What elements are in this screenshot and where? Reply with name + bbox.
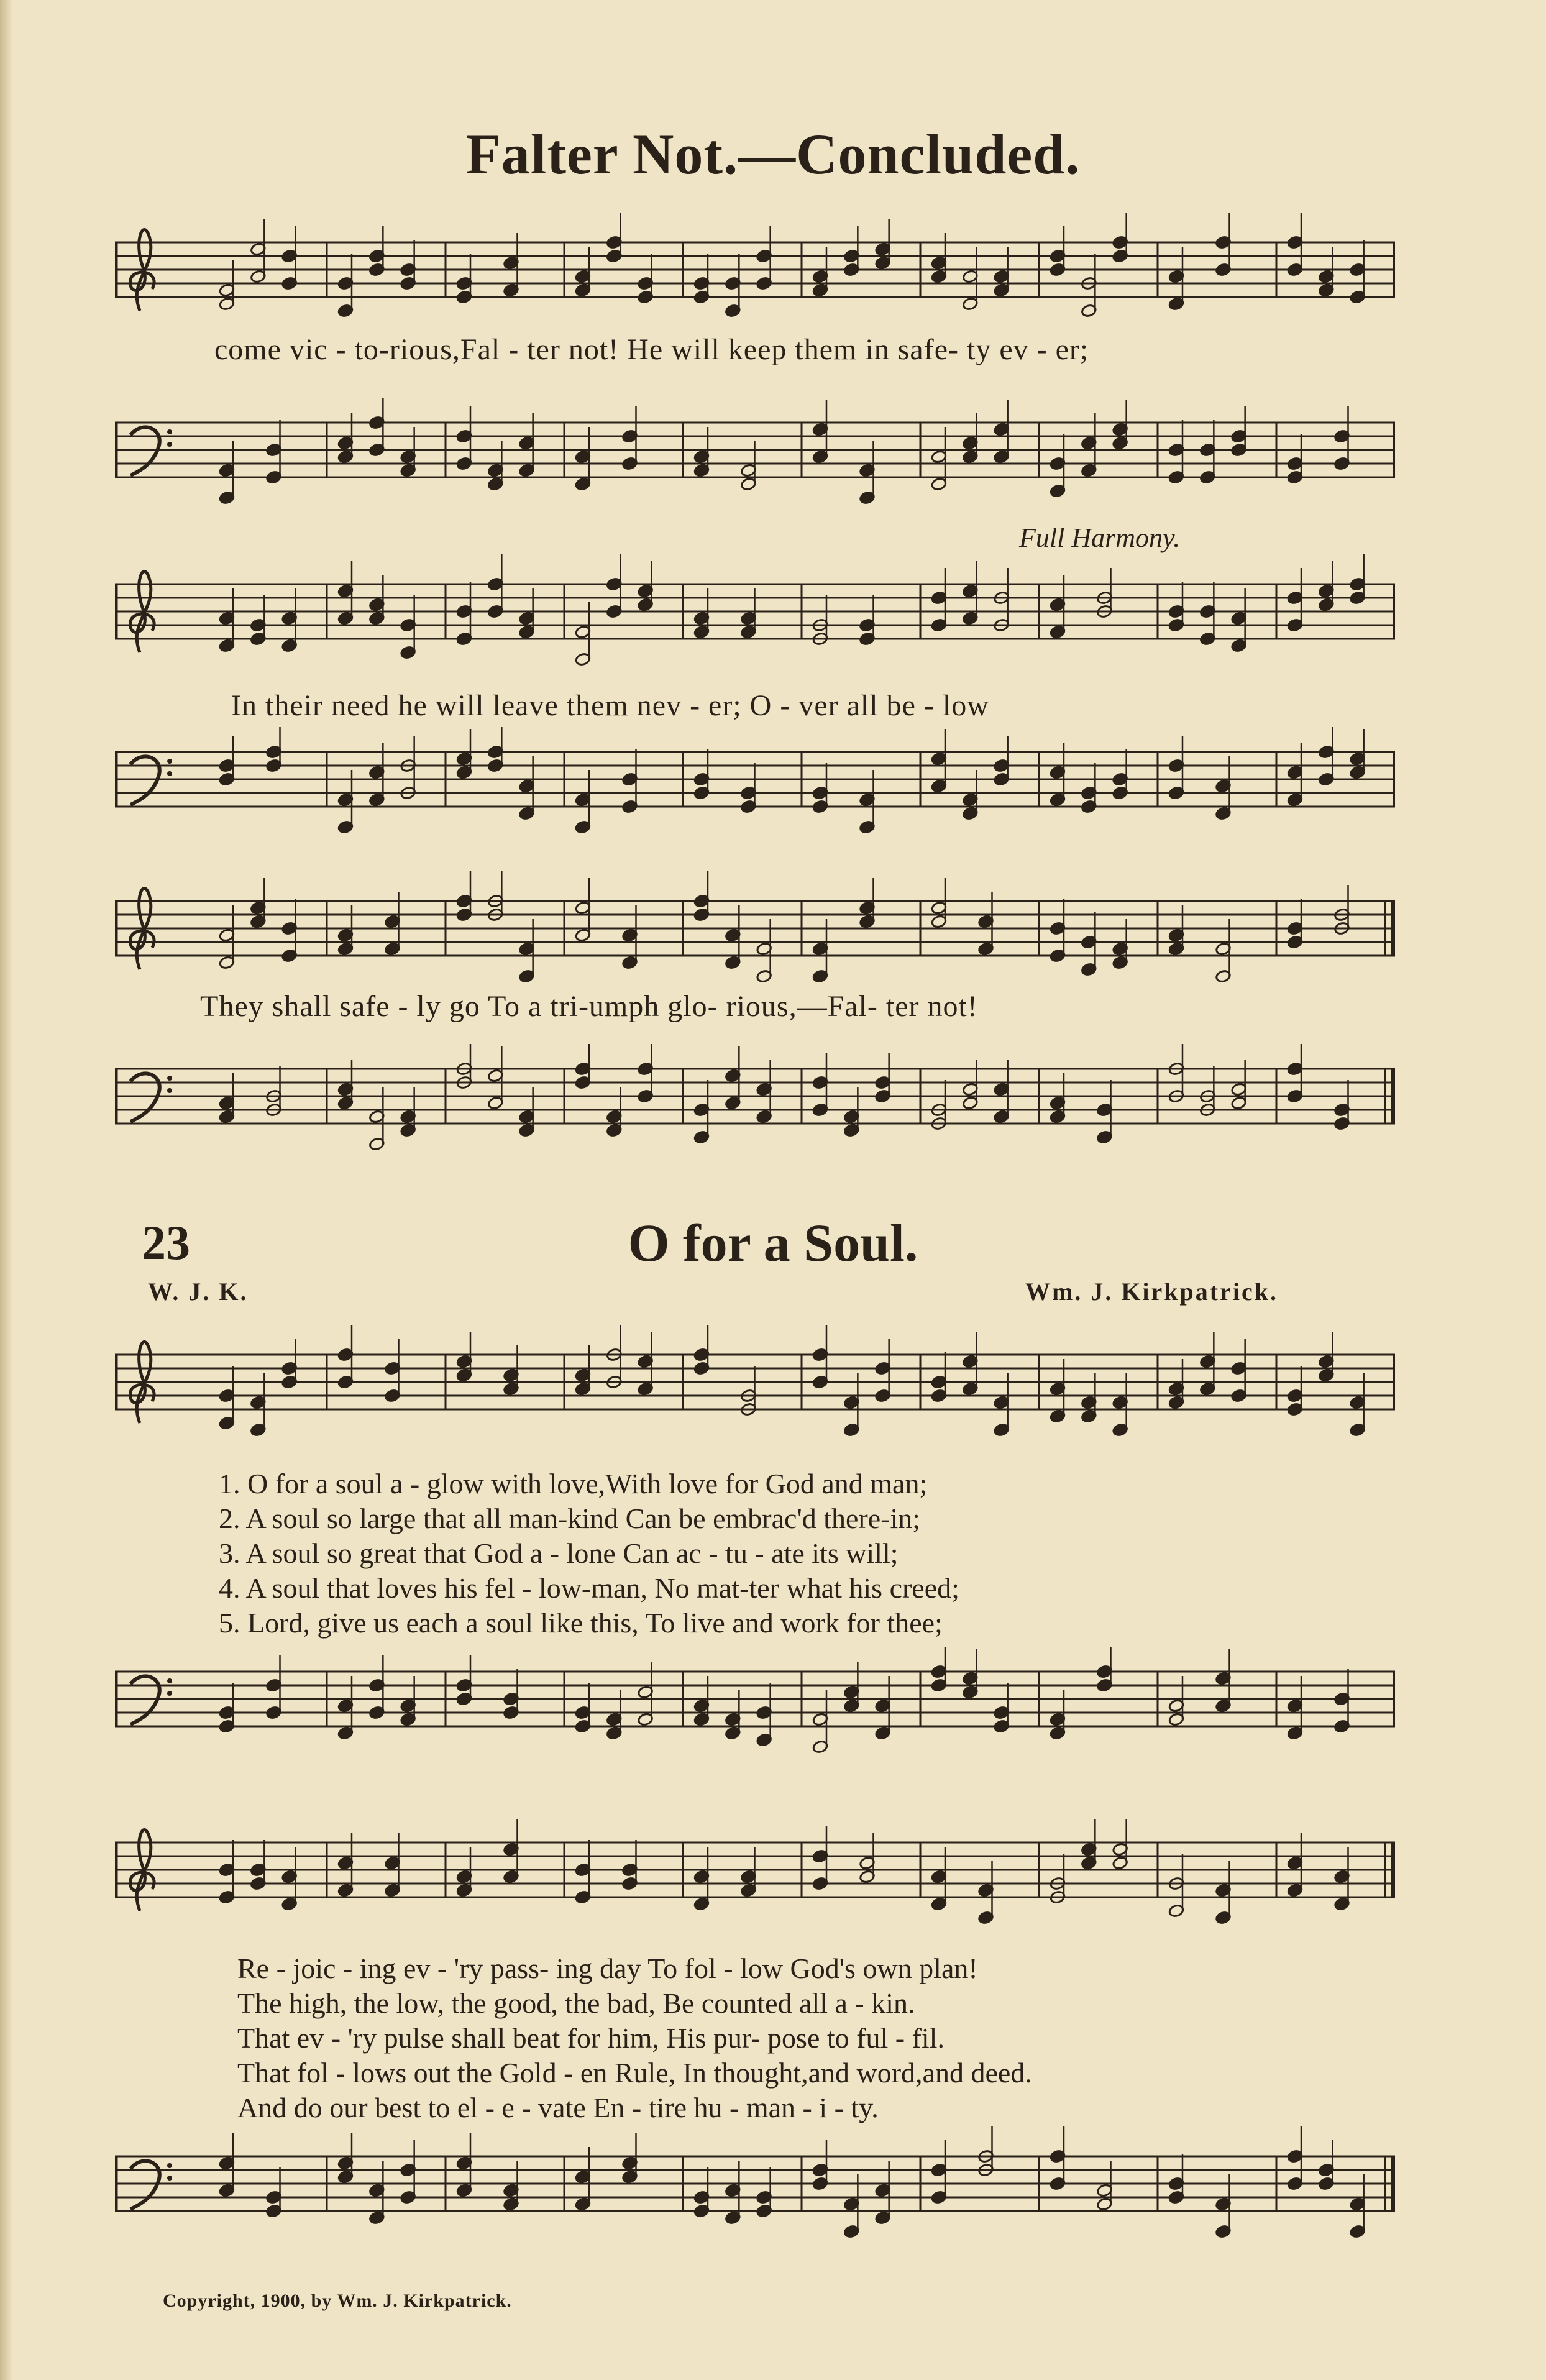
bass-clef-icon bbox=[130, 427, 172, 475]
bass-staff-2 bbox=[115, 727, 1395, 851]
verse-line: That ev - 'ry pulse shall beat for him, His pur- pose to ful - fil. bbox=[237, 2022, 945, 2054]
staff-lines bbox=[115, 1672, 1395, 1726]
verse-line: The high, the low, the good, the bad, Be counted all a - kin. bbox=[237, 1987, 915, 2019]
bass-staff-1 bbox=[115, 398, 1395, 534]
bass-staff-3 bbox=[115, 1044, 1395, 1187]
verse-line: Re - joic - ing ev - 'ry pass- ing day To fol - low God's own plan! bbox=[237, 1952, 978, 1984]
hymn-number: 23 bbox=[142, 1215, 190, 1270]
full-harmony-marking: Full Harmony. bbox=[1019, 523, 1181, 553]
verse-line: And do our best to el - e - vate En - tire hu - man - i - ty. bbox=[237, 2092, 879, 2123]
treble-staff-4 bbox=[115, 1311, 1395, 1460]
treble-staff-5 bbox=[115, 1799, 1395, 1948]
staff-lines bbox=[115, 242, 1395, 297]
verse-line: 1. O for a soul a - glow with love,With love for God and man; bbox=[219, 1468, 928, 1499]
hymn-title: O for a Soul. bbox=[628, 1213, 918, 1273]
notes bbox=[219, 1325, 1394, 1437]
author-music: Wm. J. Kirkpatrick. bbox=[1025, 1278, 1278, 1306]
page-edge bbox=[0, 0, 12, 2380]
bass-clef-icon bbox=[130, 2161, 172, 2209]
page-title: Falter Not.—Concluded. bbox=[465, 122, 1081, 186]
lyrics-line-3: They shall safe - ly go To a tri-umph glo- rious,—Fal- ter not! bbox=[200, 990, 978, 1023]
notes bbox=[219, 727, 1394, 834]
lyrics-line-1: come vic - to-rious,Fal - ter not! He will keep them in safe- ty ev - er; bbox=[214, 333, 1089, 366]
verse-line: 3. A soul so great that God a - lone Can ac - tu - ate its will; bbox=[219, 1537, 899, 1569]
notes bbox=[219, 1819, 1394, 1925]
staff-lines bbox=[115, 901, 1395, 956]
notes bbox=[219, 871, 1394, 983]
notes bbox=[219, 213, 1394, 318]
staff-lines bbox=[115, 2156, 1395, 2211]
bass-clef-icon bbox=[130, 1073, 172, 1122]
verse-line: 5. Lord, give us each a soul like this, To live and work for thee; bbox=[219, 1607, 943, 1639]
notes bbox=[219, 1647, 1394, 1754]
verse-block-1 bbox=[219, 1467, 959, 1641]
author-words: W. J. K. bbox=[148, 1278, 249, 1306]
notes bbox=[219, 398, 1394, 505]
verse-line: 4. A soul that loves his fel - low-man, No mat-ter what his creed; bbox=[219, 1572, 959, 1604]
bass-clef-icon bbox=[130, 756, 172, 805]
copyright-notice: Copyright, 1900, by Wm. J. Kirkpatrick. bbox=[163, 2291, 512, 2311]
treble-staff-2 bbox=[115, 547, 1395, 684]
verse-block-2 bbox=[237, 1951, 1032, 2125]
notes bbox=[219, 2126, 1394, 2238]
notes bbox=[219, 554, 1394, 666]
verse-line: 2. A soul so large that all man-kind Can be embrac'd there-in; bbox=[219, 1503, 921, 1534]
bass-clef-icon bbox=[130, 1676, 172, 1724]
treble-staff-3 bbox=[115, 864, 1395, 1000]
bass-staff-5 bbox=[115, 2125, 1395, 2274]
bass-staff-4 bbox=[115, 1647, 1395, 1790]
notes bbox=[219, 1044, 1394, 1151]
verse-line: That fol - lows out the Gold - en Rule, In thought,and word,and deed. bbox=[237, 2057, 1032, 2089]
lyrics-line-2: In their need he will leave them nev - er; O - ver all be - low bbox=[231, 689, 989, 722]
treble-staff-1 bbox=[115, 211, 1395, 348]
